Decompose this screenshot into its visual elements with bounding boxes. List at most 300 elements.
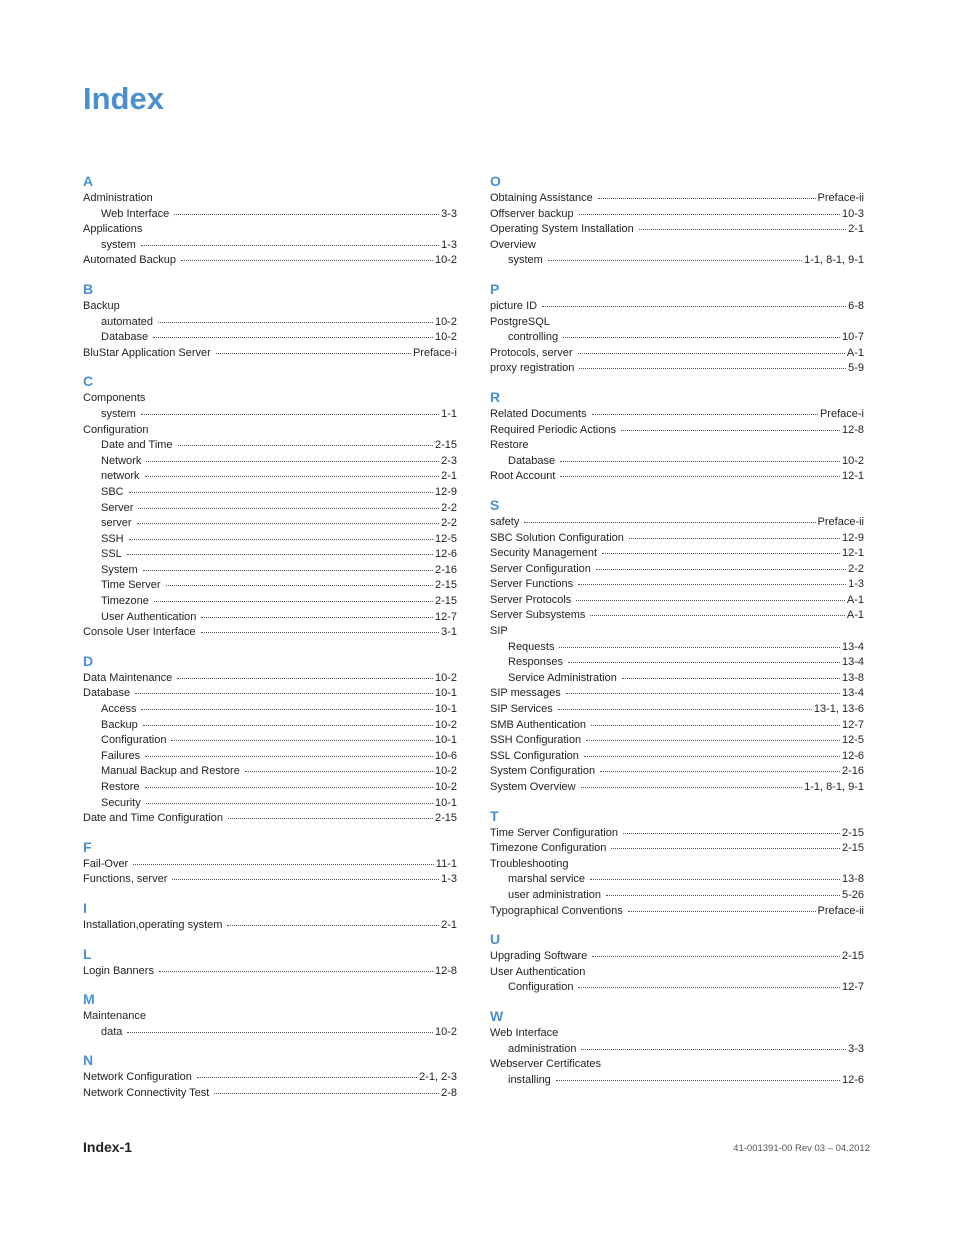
index-page-ref: 5-9 [848,362,864,375]
dot-leader [143,570,433,571]
index-entry-term: picture ID [490,299,538,312]
index-page-ref: 13-4 [841,656,864,669]
index-subentry [83,469,457,485]
index-entry-term: Responses [508,656,564,669]
index-subentry [83,330,457,346]
index-page-ref: Preface-ii [817,515,864,528]
dot-leader [154,601,433,602]
index-entry [83,964,457,980]
page-title: Index [83,81,164,116]
index-page-ref: 13-4 [841,687,864,700]
footer-doc-id: 41-001391-00 Rev 03 – 04.2012 [733,1143,870,1154]
dot-leader [621,430,840,431]
index-entry [490,546,864,562]
index-letter-heading: P [490,280,500,297]
index-entry-term: System Configuration [490,765,596,778]
index-column-right [490,173,864,1088]
index-entry-term: PostgreSQL [490,315,550,328]
index-page-ref: 12-8 [434,964,457,977]
index-subentry [83,563,457,579]
index-entry-term: Troubleshooting [490,857,569,870]
index-entry [83,1070,457,1086]
index-letter-heading: B [83,280,94,297]
dot-leader [127,554,433,555]
dot-leader [576,600,845,601]
index-entry [490,749,864,765]
index-subentry [490,872,864,888]
dot-leader [558,709,812,710]
index-entry-term: Typographical Conventions [490,904,623,917]
index-entry-term: Webserver Certificates [490,1058,602,1071]
index-page-ref: 12-5 [434,532,457,545]
index-entry [83,811,457,827]
index-page-ref: 2-1 [441,918,457,931]
dot-leader [598,198,816,199]
index-letter-heading: A [83,173,94,189]
index-entry-term: Fail-Over [83,857,129,870]
index-page-ref: 10-1 [434,687,457,700]
index-entry-term: installing [508,1073,551,1086]
index-entry [490,826,864,842]
dot-leader [581,1049,846,1050]
index-entry [490,346,864,362]
index-subentry [490,253,864,269]
index-entry-term: Offserver backup [490,207,574,220]
index-letter-heading: L [83,945,92,962]
index-entry [490,315,864,331]
index-entry-term: data [101,1025,123,1038]
index-subentry [83,1025,457,1041]
index-page-ref: 12-6 [434,548,457,561]
dot-leader [579,368,846,369]
index-page-ref: Preface-ii [817,904,864,917]
dot-leader [141,245,439,246]
index-letter-heading: C [83,373,94,390]
index-page-ref: 10-1 [434,796,457,809]
dot-leader [596,569,846,570]
index-entry-term: SIP [490,625,508,638]
index-page-ref: 2-15 [841,842,864,855]
index-subentry [83,407,457,423]
dot-leader [181,260,433,261]
index-letter-heading: D [83,652,94,669]
dot-leader [214,1093,439,1094]
index-entry-term: SSL Configuration [490,749,579,762]
index-page-ref: 1-1, 8-1, 9-1 [804,781,864,793]
index-page-ref: 1-3 [441,873,457,886]
index-entry-term: Protocols, server [490,346,573,359]
index-entry-term: Security Management [490,547,597,560]
dot-leader [153,337,433,338]
dot-leader [559,647,839,648]
dot-leader [590,879,840,880]
index-subentry [83,516,457,532]
index-page-ref: 6-8 [848,299,864,312]
index-entry [83,191,457,207]
dot-leader [201,617,433,618]
index-entry-term: SIP messages [490,687,561,700]
index-entry-term: system [508,254,543,267]
index-entry [83,253,457,269]
index-entry-term: SBC [101,485,124,498]
index-page-ref: A-1 [846,593,864,606]
index-entry [490,686,864,702]
dot-leader [592,956,840,957]
dot-leader [129,492,433,493]
index-entry-term: User Authentication [490,965,586,978]
index-page-ref: 2-2 [848,562,864,575]
index-page-ref: 2-2 [441,501,457,514]
index-page-ref: 10-7 [841,331,864,344]
index-entry-term: Backup [83,299,120,312]
index-page-ref: 2-16 [434,563,457,576]
index-subentry [83,578,457,594]
index-entry-term: SSL [101,548,122,561]
index-entry [490,702,864,718]
index-entry-term: Server [101,501,134,514]
dot-leader [524,522,815,523]
index-entry [490,577,864,593]
index-subentry [83,315,457,331]
index-entry-term: Console User Interface [83,626,196,639]
index-entry-term: Server Protocols [490,593,572,606]
index-letter-heading: T [490,807,499,824]
index-entry-term: Restore [490,439,529,452]
index-entry-term: System [101,563,138,576]
index-page-ref: 10-2 [434,718,457,731]
index-entry-term: Date and Time [101,439,173,452]
index-page-ref: 13-1, 13-6 [813,703,864,716]
dot-leader [216,353,411,354]
index-subentry [490,888,864,904]
index-entry-term: system [101,238,136,251]
index-entry-term: Configuration [508,981,574,994]
index-page-ref: 10-2 [434,671,457,684]
index-page-ref: 13-8 [841,873,864,886]
dot-leader [563,337,840,338]
index-subentry [83,532,457,548]
dot-leader [138,508,439,509]
dot-leader [127,1032,433,1033]
dot-leader [602,553,840,554]
dot-leader [578,353,845,354]
index-entry-term: Server Functions [490,578,574,591]
index-letter-heading: U [490,931,501,948]
dot-leader [629,538,840,539]
index-page-ref: 12-7 [434,610,457,623]
index-entry-term: SBC Solution Configuration [490,531,624,544]
index-page-ref: 12-7 [841,718,864,731]
index-entry-term: Root Account [490,470,556,483]
index-entry-term: System Overview [490,781,576,793]
index-entry [490,423,864,439]
dot-leader [578,987,840,988]
index-entry-term: Database [83,687,131,700]
index-subentry [490,640,864,656]
index-page-ref: 2-3 [441,454,457,467]
index-entry-term: proxy registration [490,362,575,375]
dot-leader [600,771,840,772]
index-letter-heading: R [490,388,501,405]
dot-leader [639,229,846,230]
index-entry [490,515,864,531]
index-entry [83,346,457,362]
dot-leader [560,476,840,477]
index-entry-term: Restore [101,781,140,793]
index-entry-term: server [101,517,132,530]
index-page-ref: 10-2 [434,781,457,793]
index-entry-term: Failures [101,749,141,762]
dot-leader [579,214,840,215]
dot-leader [129,539,433,540]
index-subentry [83,438,457,454]
dot-leader [556,1080,840,1081]
dot-leader [141,414,439,415]
index-page-ref: 3-1 [441,626,457,639]
index-page-ref: 2-15 [434,812,457,825]
index-page-ref: 1-3 [441,238,457,251]
index-entry [490,1057,864,1073]
index-subentry [490,655,864,671]
index-entry [490,608,864,624]
index-entry-term: Required Periodic Actions [490,423,616,436]
index-page-ref: 5-26 [841,888,864,901]
index-page-ref: 10-2 [434,331,457,344]
index-entry [490,904,864,920]
dot-leader [145,476,440,477]
index-entry [490,438,864,454]
index-letter-heading: I [83,899,87,916]
index-letter-heading: O [490,173,501,189]
index-entry [490,1026,864,1042]
dot-leader [143,725,433,726]
index-entry-term: Time Server [101,579,161,592]
index-entry [490,299,864,315]
index-subentry [83,749,457,765]
index-entry-term: Network Configuration [83,1071,192,1084]
index-page-ref: 10-1 [434,703,457,716]
index-entry-term: system [101,407,136,420]
index-subentry [83,501,457,517]
index-entry-term: Access [101,703,137,716]
dot-leader [178,445,433,446]
index-page-ref: 2-15 [434,595,457,608]
index-entry-term: user administration [508,888,601,901]
index-page-ref: 1-3 [848,578,864,591]
index-subentry [83,733,457,749]
index-page-ref: 13-4 [841,640,864,653]
dot-leader [227,925,439,926]
dot-leader [560,461,840,462]
index-page-ref: 2-8 [441,1086,457,1099]
index-page-ref: 10-2 [434,315,457,328]
dot-leader [584,756,840,757]
dot-leader [137,523,440,524]
dot-leader [586,740,840,741]
index-entry-term: Functions, server [83,873,168,886]
index-entry [490,593,864,609]
dot-leader [146,461,439,462]
dot-leader [548,260,802,261]
index-page-ref: Preface-i [412,346,457,359]
index-entry-term: Requests [508,640,555,653]
index-subentry [83,454,457,470]
dot-leader [591,725,840,726]
index-entry [83,1086,457,1102]
index-entry [83,671,457,687]
dot-leader [568,662,840,663]
index-entry-term: Upgrading Software [490,950,588,963]
index-page-ref: 1-1 [441,407,457,420]
index-page-ref: Preface-i [819,407,864,420]
dot-leader [197,1077,417,1078]
index-entry-term: Manual Backup and Restore [101,765,240,778]
index-entry-term: Network [101,454,142,467]
index-subentry [83,547,457,563]
index-page-ref: 10-2 [434,1025,457,1038]
index-subentry [83,796,457,812]
index-entry [490,238,864,254]
index-letter-heading: W [490,1007,504,1024]
index-page-ref: 1-1, 8-1, 9-1 [804,254,864,267]
index-subentry [490,330,864,346]
index-entry-term: User Authentication [101,610,197,623]
index-entry-term: Web Interface [101,207,170,220]
index-page-ref: 2-2 [441,517,457,530]
index-letter-heading: N [83,1052,94,1069]
index-entry [83,299,457,315]
dot-leader [177,678,433,679]
index-entry [490,469,864,485]
dot-leader [542,306,846,307]
index-entry-term: administration [508,1042,577,1055]
index-subentry [490,1073,864,1089]
index-page-ref: 3-3 [848,1042,864,1055]
index-page-ref: 2-15 [841,950,864,963]
index-entry-term: Backup [101,718,138,731]
index-entry-term: Configuration [101,734,167,747]
dot-leader [145,787,433,788]
index-entry [490,407,864,423]
index-page-ref: 3-3 [441,207,457,220]
index-entry [490,361,864,377]
index-subentry [83,764,457,780]
index-entry [490,191,864,207]
dot-leader [201,632,440,633]
index-entry-term: Network Connectivity Test [83,1086,210,1099]
index-page-ref: 12-6 [841,749,864,762]
index-page-ref: 11-1 [435,857,457,870]
dot-leader [592,414,818,415]
index-entry-term: SSH Configuration [490,734,582,747]
index-page-ref: 12-1 [841,547,864,560]
index-entry [83,857,457,873]
index-entry-term: Timezone Configuration [490,842,607,855]
index-entry-term: Server Configuration [490,562,591,575]
index-subentry [490,671,864,687]
dot-leader [166,585,433,586]
dot-leader [145,756,433,757]
index-subentry [83,780,457,796]
index-entry-term: Security [101,796,141,809]
dot-leader [245,771,433,772]
index-subentry [490,1042,864,1058]
index-subentry [83,610,457,626]
index-page-ref: 10-2 [841,454,864,467]
index-entry-term: Maintenance [83,1010,146,1023]
index-page-ref: 13-8 [841,671,864,684]
dot-leader [172,879,439,880]
index-page-ref: 2-15 [841,826,864,839]
index-entry-term: Automated Backup [83,254,176,267]
dot-leader [590,615,845,616]
index-page-ref: 12-5 [841,734,864,747]
index-entry [490,857,864,873]
index-entry [490,718,864,734]
index-entry [83,1009,457,1025]
index-page-ref: 2-1 [848,223,864,236]
index-entry-term: Time Server Configuration [490,826,618,839]
index-page-ref: 12-9 [841,531,864,544]
index-entry [490,965,864,981]
dot-leader [228,818,433,819]
index-page-ref: 12-9 [434,485,457,498]
dot-leader [622,678,840,679]
index-subentry [83,207,457,223]
dot-leader [158,322,433,323]
index-entry-term: marshal service [508,873,586,886]
footer-page-label: Index-1 [83,1139,133,1155]
index-entry [490,562,864,578]
index-page-ref: Preface-ii [817,192,864,204]
index-page-ref: 12-6 [841,1073,864,1086]
index-subentry [83,594,457,610]
index-entry [83,625,457,641]
index-entry-term: controlling [508,331,559,344]
index-letter-heading: F [83,838,92,855]
index-entry-term: Configuration [83,423,149,436]
index-entry-term: Components [83,392,146,405]
index-entry-term: Administration [83,192,153,204]
index-page-ref: 2-15 [434,439,457,452]
index-entry-term: automated [101,315,153,328]
index-entry [83,391,457,407]
dot-leader [133,864,434,865]
index-entry-term: Related Documents [490,407,587,420]
index-entry [490,733,864,749]
index-entry [83,918,457,934]
index-entry-term: Web Interface [490,1026,559,1039]
dot-leader [578,584,846,585]
index-page-ref: 2-1, 2-3 [419,1071,457,1084]
dot-leader [174,214,439,215]
index-entry-term: Operating System Installation [490,223,634,236]
index-subentry [83,485,457,501]
dot-leader [171,740,433,741]
index-page-ref: 12-1 [841,470,864,483]
index-subentry [490,454,864,470]
index-entry-term: Service Administration [508,671,617,684]
dot-leader [623,833,840,834]
index-entry-term: Timezone [101,595,149,608]
index-page-ref: 10-1 [434,734,457,747]
index-page-ref: 10-6 [434,749,457,762]
index-entry [490,949,864,965]
index-subentry [83,238,457,254]
index-entry-term: SMB Authentication [490,718,587,731]
index-entry-term: Login Banners [83,964,154,977]
index-page-ref: A-1 [846,346,864,359]
